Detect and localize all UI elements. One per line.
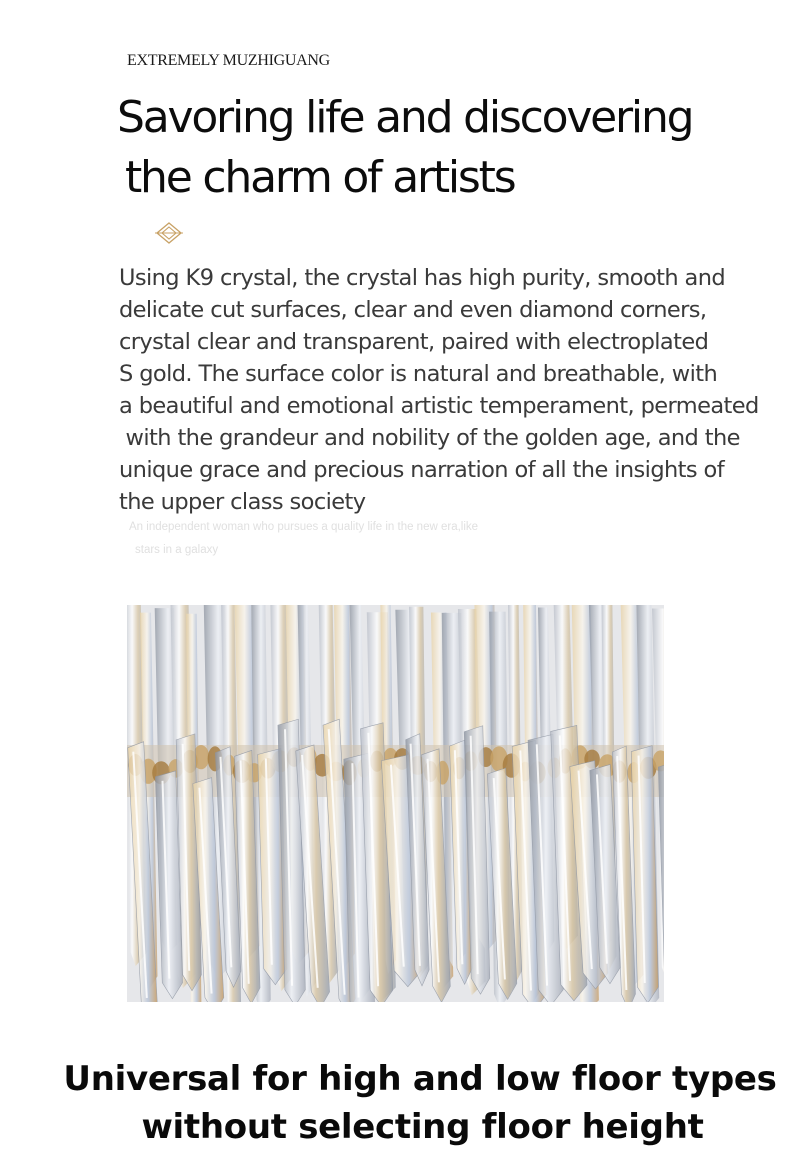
tagline-line-2: without selecting floor height (141, 1107, 704, 1147)
tagline (0, 1055, 790, 1151)
tagline-line-1: Universal for high and low floor types (63, 1059, 777, 1099)
description-line: unique grace and precious narration of all the insights of (119, 457, 725, 483)
headline-line-1: Savoring life and discovering (117, 92, 693, 143)
crystal-rods-illustration (127, 605, 664, 1002)
faint-caption-line-2: stars in a galaxy (135, 544, 219, 556)
headline-line-2: the charm of artists (125, 152, 515, 203)
page-headline (117, 88, 757, 208)
description-paragraph (119, 262, 779, 518)
faint-caption-line-1: An independent woman who pursues a quality life in the new era,like (129, 521, 479, 533)
description-line: crystal clear and transparent, paired with electroplated (119, 329, 709, 355)
faint-caption (129, 516, 599, 562)
description-line: a beautiful and emotional artistic temperament, permeated (119, 393, 759, 419)
description-line: S gold. The surface color is natural and breathable, with (119, 361, 718, 387)
description-line: delicate cut surfaces, clear and even diamond corners, (119, 297, 707, 323)
description-line: the upper class society (119, 489, 366, 515)
brand-label: EXTREMELY MUZHIGUANG (127, 52, 330, 69)
diamond-ornament-icon (155, 222, 183, 244)
description-line: Using K9 crystal, the crystal has high purity, smooth and (119, 265, 726, 291)
crystal-chandelier-photo (127, 605, 664, 1002)
description-line: with the grandeur and nobility of the golden age, and the (119, 425, 740, 451)
